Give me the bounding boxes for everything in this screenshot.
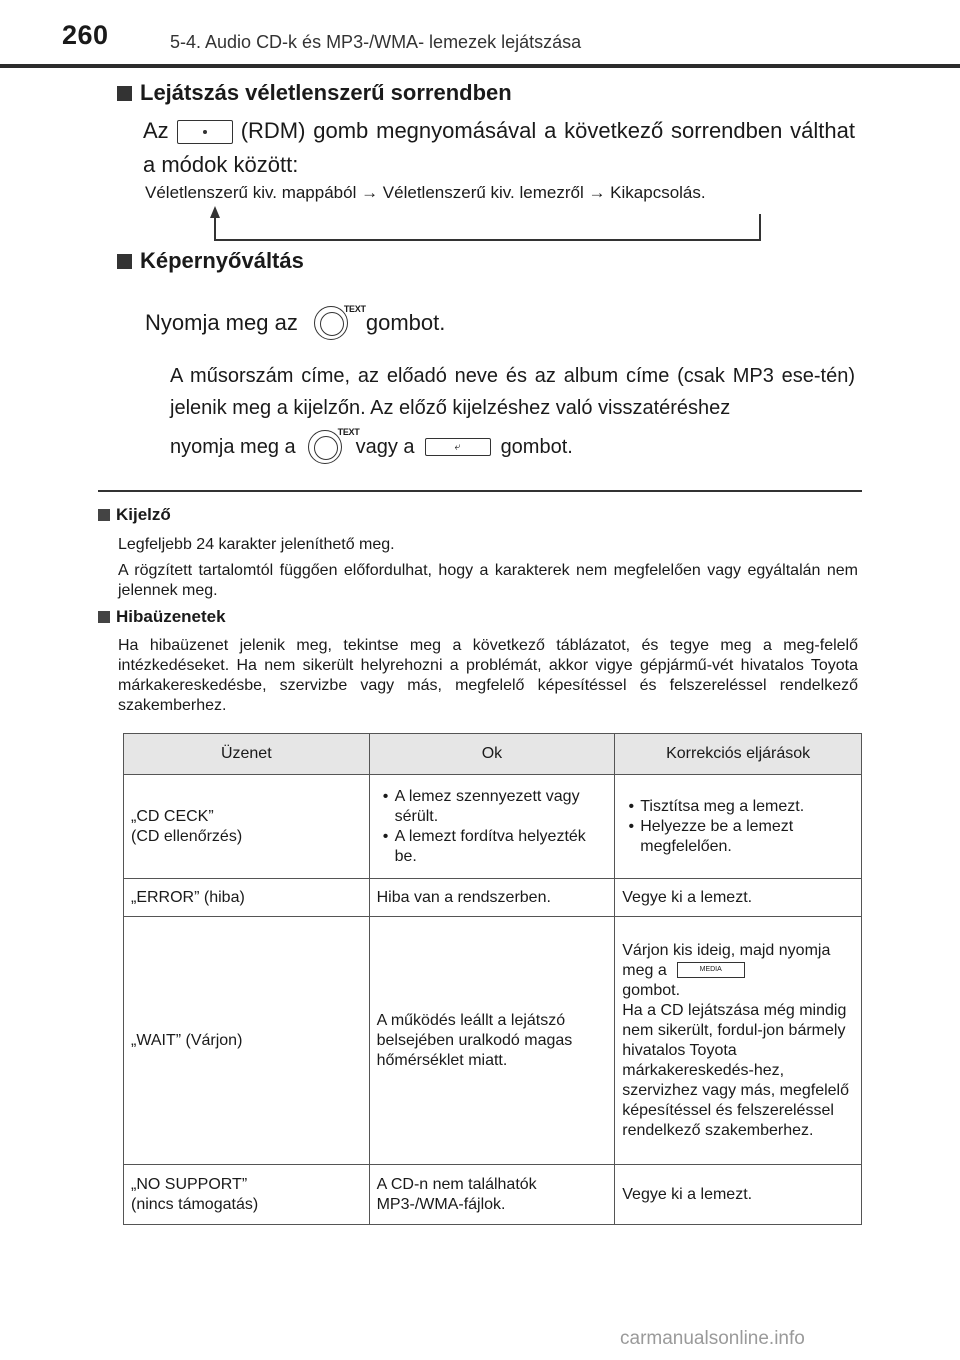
return-text-mid: vagy a (355, 436, 415, 458)
message-cell: „WAIT” (Várjon) (124, 917, 370, 1165)
random-title: Lejátszás véletlenszerű sorrendben (140, 80, 512, 105)
message-text: „CD CECK” (131, 807, 214, 825)
cause-cell: A CD-n nem találhatók MP3-/WMA-fájlok. (369, 1165, 615, 1225)
error-message-table (123, 733, 862, 1225)
list-item: • A lemezt fordítva helyezték be. (377, 827, 608, 867)
message-cell (124, 775, 370, 879)
fix-text: Várjon kis ideig, majd nyomja meg a (622, 941, 831, 979)
table-row (124, 879, 862, 917)
display-instruction-before: Nyomja meg az (145, 310, 298, 335)
cause-cell: A működés leállt a lejátszó belsejében uralkodó magas hőmérséklet miatt. (369, 917, 615, 1165)
kijelzo-heading (98, 505, 171, 525)
display-instruction (145, 306, 445, 340)
section-divider (98, 490, 862, 492)
return-text-before: nyomja meg a (170, 436, 296, 458)
display-title: Képernyőváltás (140, 248, 304, 273)
square-bullet-icon (117, 254, 132, 269)
hiba-p1: Ha hibaüzenet jelenik meg, tekintse meg a következő táblázatot, és tegye meg a meg-felelő intézkedéseket. Ha nem sikerült helyrehozni a problémát, akkor vigye gépjármű-vét hivatalos Toyota márkakereskedésbe, szervizbe vagy más, megfelelő képesítéssel és felszereléssel rendelkező szakemberhez. (118, 637, 858, 714)
display-description: A műsorszám címe, az előadó neve és az album címe (csak MP3 ese-tén) jelenik meg a kijelzőn. Az előző kijelzéshez való visszatéréshez (170, 365, 855, 419)
cause-cell: Hiba van a rendszerben. (369, 879, 615, 917)
display-instruction-after: gombot. (365, 310, 446, 335)
message-cell (124, 1165, 370, 1225)
random-text-after: (RDM) gomb megnyomásával a következő sorrendben válthat a módok között: (143, 118, 855, 177)
square-bullet-icon (98, 611, 110, 623)
fix-cell: Vegye ki a lemezt. (615, 879, 862, 917)
text-knob-icon: TEXT (314, 306, 348, 340)
fix-text: gombot. (622, 981, 681, 999)
table-header: Üzenet (124, 734, 370, 775)
message-text: „NO SUPPORT” (131, 1175, 248, 1193)
table-header-row (124, 734, 862, 775)
cause-cell (369, 775, 615, 879)
chapter-title: 5-4. Audio CD-k és MP3-/WMA- lemezek lejátszása (170, 32, 582, 52)
fix-cell: Vegye ki a lemezt. (615, 1165, 862, 1225)
kijelzo-title: Kijelző (116, 505, 171, 524)
media-button-icon: MEDIA (677, 962, 745, 978)
random-section-heading (117, 80, 512, 106)
random-paragraph (143, 114, 855, 182)
list-item: • A lemez szennyezett vagy sérült. (377, 787, 608, 827)
table-header: Ok (369, 734, 615, 775)
rdm-button-icon (177, 120, 233, 144)
fix-text: Ha a CD lejátszása még mindig nem sikerült, fordul-jon bármely hivatalos Toyota márkakereskedés-hez, szervizhez vagy más, megfelelő képesítéssel és felszereléssel rendelkező szakemberhez. (622, 1001, 850, 1139)
list-item: • Tisztítsa meg a lemezt. (622, 797, 854, 817)
random-cycle: Véletlenszerű kiv. mappából → Véletlenszerű kiv. lemezről → Kikapcsolás. (145, 183, 706, 202)
table-row (124, 1165, 862, 1225)
hiba-title: Hibaüzenetek (116, 607, 226, 626)
kijelzo-p2: A rögzített tartalomtól függően előfordulhat, hogy a karakterek nem megfelelően vagy egyáltalán nem jelennek meg. (118, 562, 858, 599)
fix-cell (615, 775, 862, 879)
watermark: carmanualsonline.info (620, 1328, 805, 1349)
return-text-after: gombot. (500, 436, 573, 458)
display-section-heading (117, 248, 304, 274)
hiba-heading (98, 607, 226, 627)
list-item: • Helyezze be a lemezt megfelelően. (622, 817, 854, 857)
kijelzo-p1: Legfeljebb 24 karakter jeleníthető meg. (118, 536, 395, 553)
fix-cell (615, 917, 862, 1165)
message-text: (nincs támogatás) (131, 1195, 259, 1213)
back-button-icon: ⤶ (425, 438, 491, 456)
table-row (124, 775, 862, 879)
message-text: (CD ellenőrzés) (131, 827, 243, 845)
square-bullet-icon (98, 509, 110, 521)
square-bullet-icon (117, 86, 132, 101)
random-text-before: Az (143, 118, 169, 143)
page-number: 260 (62, 20, 109, 50)
table-header: Korrekciós eljárások (615, 734, 862, 775)
message-cell: „ERROR” (hiba) (124, 879, 370, 917)
header-rule (0, 64, 960, 68)
cycle-return-arrow (205, 204, 770, 244)
return-instruction (170, 427, 573, 464)
table-row (124, 917, 862, 1165)
text-knob-icon: TEXT (308, 430, 342, 464)
